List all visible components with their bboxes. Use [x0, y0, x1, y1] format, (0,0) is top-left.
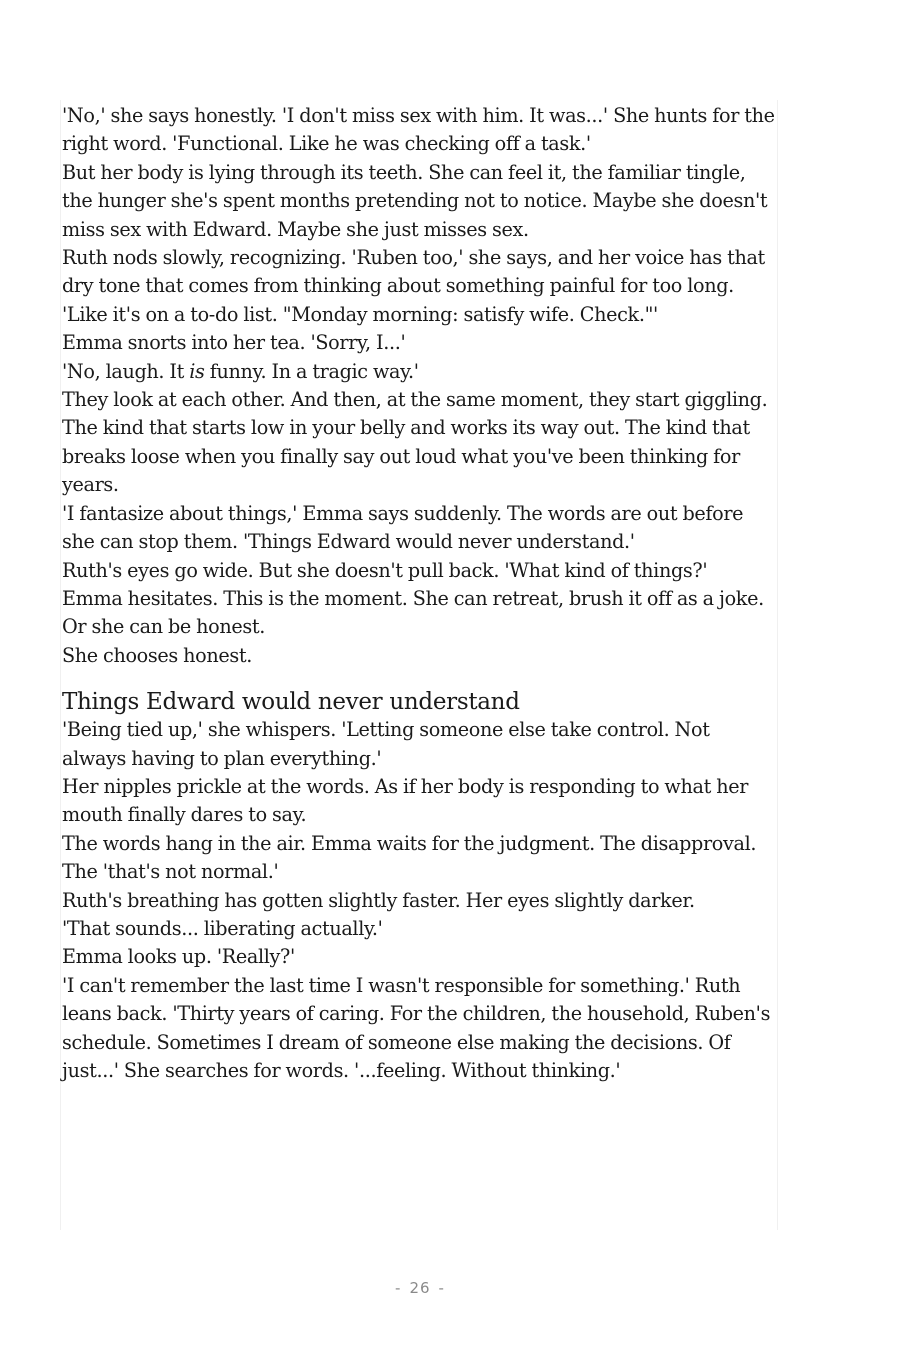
paragraph: Ruth's breathing has gotten slightly faster. Her eyes slightly darker.	[62, 888, 695, 912]
paragraph: 'I fantasize about things,' Emma says suddenly. The words are out before she can stop them. 'Things Edward would never understand.'	[62, 501, 744, 554]
dash-left: -	[395, 1279, 402, 1297]
paragraph: They look at each other. And then, at the same moment, they start giggling. The kind that starts low in your belly and works its way out. The kind that breaks loose when you finally say out loud what you've been thinking for years.	[62, 388, 768, 497]
body-text	[61, 100, 777, 1085]
paragraph: Emma hesitates. This is the moment. She can retreat, brush it off as a joke. Or she can be honest.	[62, 586, 764, 639]
paragraph: She chooses honest.	[62, 643, 252, 667]
text-span: funny. In a tragic way.'	[204, 359, 419, 383]
text-span: 'No, laugh. It	[62, 359, 190, 383]
page-number-value: 26	[409, 1279, 431, 1297]
paragraph: The words hang in the air. Emma waits for the judgment. The disapproval. The 'that's not normal.'	[62, 831, 757, 884]
paragraph: But her body is lying through its teeth. She can feel it, the familiar tingle, the hunger she's spent months pretending not to notice. Maybe she doesn't miss sex with Edward. Maybe she just misses sex.	[62, 160, 768, 241]
paragraph-laugh	[62, 358, 777, 386]
paragraph: Ruth nods slowly, recognizing. 'Ruben too,' she says, and her voice has that dry tone that comes from thinking about something painful for too long. 'Like it's on a to-do list. "Monday morning: satisfy wife. Check."'	[62, 246, 765, 326]
paragraph: 'I can't remember the last time I wasn't responsible for something.' Ruth leans back. 'Thirty years of caring. For the children, the household, Ruben's schedule. Sometimes I dream of someone else making the decisions. Of just...' She searches for words. '...feeling. Without thinking.'	[62, 973, 771, 1082]
emphasis: is	[189, 359, 205, 383]
page-number	[0, 1279, 840, 1297]
paragraph: Ruth's eyes go wide. But she doesn't pull back. 'What kind of things?'	[62, 558, 708, 582]
paragraph: Emma looks up. 'Really?'	[62, 945, 295, 969]
paragraph: Her nipples prickle at the words. As if her body is responding to what her mouth finally dares to say.	[62, 774, 749, 827]
dash-right: -	[438, 1279, 445, 1297]
text-column	[60, 100, 778, 1230]
paragraph: 'That sounds... liberating actually.'	[62, 916, 383, 940]
paragraph: 'No,' she says honestly. 'I don't miss sex with him. It was...' She hunts for the right word. 'Functional. Like he was checking off a task.'	[62, 104, 775, 156]
paragraph: 'Being tied up,' she whispers. 'Letting someone else take control. Not always having to plan everything.'	[62, 718, 710, 770]
section-heading: Things Edward would never understand	[62, 689, 520, 716]
paragraph: Emma snorts into her tea. 'Sorry, I...'	[62, 331, 406, 355]
